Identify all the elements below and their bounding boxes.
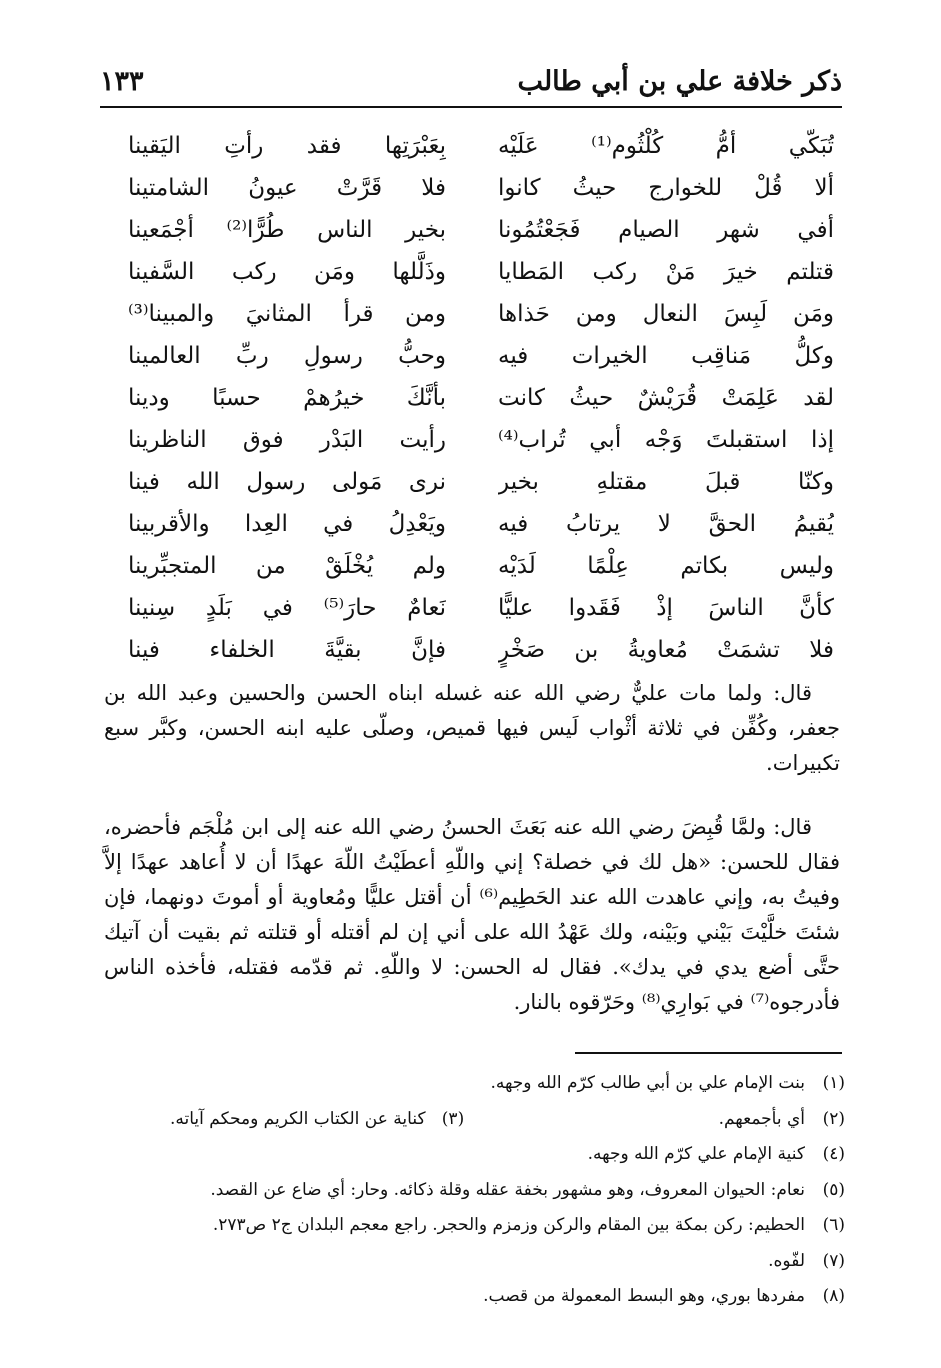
- second-hemistich: نرى مَولى رسول الله فينا: [128, 469, 446, 495]
- footnote: [100, 1279, 845, 1315]
- second-hemistich: فلا قَرَّتْ عيونُ الشامتينا: [128, 175, 446, 201]
- first-hemistich: ألا قُلْ للخوارج حيثُ كانوا: [498, 175, 834, 201]
- verse: [128, 629, 834, 671]
- verse: [128, 335, 834, 377]
- second-hemistich: بِعَبْرَتِها فقد رأتِ اليَقينا: [128, 133, 446, 159]
- verse: [128, 251, 834, 293]
- footnote-number: (٤): [822, 1144, 845, 1164]
- verse: [128, 167, 834, 209]
- second-hemistich: وذَلَّلها ومَن ركب السَّفينا: [128, 259, 446, 285]
- footnote: [100, 1244, 845, 1280]
- first-hemistich: وكنّا قبلَ مقتلهِ بخير: [498, 469, 834, 495]
- second-hemistich: بأنَّكَ خيرُهمْ حسبًا ودينا: [128, 385, 446, 411]
- footnote-number: (٨): [822, 1286, 845, 1306]
- footnote-text: أي بأجمعهم.: [718, 1108, 805, 1129]
- footnotes: [100, 1066, 845, 1315]
- page-number: ١٣٣: [100, 66, 144, 97]
- footnote-number: (٥): [822, 1179, 845, 1200]
- footnote-inline-second: [170, 1102, 464, 1138]
- verse: [128, 503, 834, 545]
- paragraph-text: قال: ولما مات عليٌّ رضي الله عنه غسله ابناه الحسن والحسين وعبد الله بن جعفر، وكُفِّن في ثلاثة أثْواب لَيس فيها قميص، وصلّى عليه ابنه الحسن، وكبَّر سبع تكبيرات.: [104, 681, 840, 775]
- footnote-text: الحطيم: ركن بمكة بين المقام والركن وزمزم والحجر. راجع معجم البلدان ج٢ ص٢٧٣.: [212, 1215, 805, 1235]
- second-hemistich: وحبُّ رسولِ ربِّ العالمينا: [128, 343, 446, 369]
- footnote-divider: [575, 1052, 842, 1054]
- second-hemistich: فإنَّ بقيَّةَ الخلفاء فينا: [128, 637, 446, 663]
- footnote-number: (١): [822, 1073, 845, 1093]
- first-hemistich: إذا استقبلتَ وَجْه أبي تُراب⁽⁴⁾: [498, 427, 834, 453]
- second-hemistich: رأيت البَدْر فوق الناظرينا: [128, 427, 446, 453]
- second-hemistich: ولم يُخْلَقْ من المتجبِّرينا: [128, 553, 446, 579]
- footnote: [100, 1066, 845, 1102]
- first-hemistich: أفي شهر الصيام فَجَعْتُمُونا: [498, 217, 834, 243]
- footnote-text: لفّوه.: [768, 1250, 805, 1271]
- verse: [128, 419, 834, 461]
- footnote-text: كناية عن الكتاب الكريم ومحكم آياته.: [170, 1108, 426, 1129]
- poem: [128, 125, 834, 671]
- first-hemistich: فلا تشمَتْ مُعاويةُ بن صَخْرٍ: [498, 637, 834, 663]
- second-hemistich: ومن قرأ المثانيَ والمبينا⁽³⁾: [128, 301, 446, 327]
- footnote-text: نعام: الحيوان المعروف، وهو مشهور بخفة عقله وقلة ذكائه. وحار: أي ضاع عن القصد.: [210, 1179, 805, 1200]
- footnote-number: (٣): [441, 1108, 465, 1129]
- second-hemistich: نَعامٌ حارَ⁽⁵⁾ في بَلَدٍ سِنينا: [128, 595, 446, 621]
- running-header: [100, 60, 842, 108]
- footnote: [100, 1208, 845, 1244]
- verse: [128, 209, 834, 251]
- footnote-number: (٧): [822, 1250, 845, 1271]
- paragraph-text: قال: ولمَّا قُبِضَ رضي الله عنه بَعَثَ الحسنُ رضي الله عنه إلى ابن مُلْجَم فأحضره، فقال للحسن: «هل لك في خصلة؟ إني واللّهِ أعطَيْتُ اللّهَ عهدًا أن لا أُعاهد عهدًا إلاَّ وفيتُ به، وإني عاهدت الله عند الحَطِيم⁽⁶⁾ أن أقتل عليًّا ومُعاوية أو أموتَ دونهما، فإن شئتَ خلَّيْتَ بَيْني وبَيْنه، ولك عَهْدُ الله على أني إن لم أقتله أو قتلته ثم بقيت أن آتيك حتَّى أضع يدي في يدك». فقال له الحسن: لا واللّهِ. ثم قدّمه فقتله، فأخذه الناس فأدرجوه⁽⁷⁾ في بَوارِي⁽⁸⁾ وحَرّقوه بالنار.: [104, 815, 840, 1014]
- footnote: [100, 1137, 845, 1173]
- first-hemistich: كأنَّ الناسَ إذْ فَقَدوا عليًّا: [498, 595, 834, 621]
- footnote-text: مفردها بوري، وهو البسط المعمولة من قصب.: [483, 1286, 805, 1306]
- verse: [128, 125, 834, 167]
- first-hemistich: لقد عَلِمَتْ قُرَيْشٌ حيثُ كانت: [498, 385, 834, 411]
- first-hemistich: وكلُّ مَناقِب الخيرات فيه: [498, 343, 834, 369]
- paragraph-ibn-muljam: [104, 810, 840, 1020]
- first-hemistich: وليس بكاتم عِلْمًا لَدَيْه: [498, 553, 834, 579]
- footnote-text: كنية الإمام علي كرّم الله وجهه.: [587, 1144, 805, 1164]
- verse: [128, 461, 834, 503]
- verse: [128, 293, 834, 335]
- footnote: [100, 1173, 845, 1209]
- first-hemistich: قتلتم خيرَ مَنْ ركب المَطايا: [498, 259, 834, 285]
- paragraph-burial: [104, 676, 840, 781]
- footnote-number: (٦): [822, 1215, 845, 1235]
- verse: [128, 545, 834, 587]
- verse: [128, 587, 834, 629]
- first-hemistich: تُبَكّي أمُّ كُلْثُوم⁽¹⁾ عَلَيْه: [498, 133, 834, 159]
- chapter-title: ذكر خلافة علي بن أبي طالب: [517, 66, 842, 97]
- footnote: [100, 1102, 845, 1138]
- second-hemistich: بخير الناس طُرًّا⁽²⁾ أجْمَعينا: [128, 217, 446, 243]
- verse: [128, 377, 834, 419]
- footnote-number: (٢): [822, 1108, 845, 1129]
- first-hemistich: يُقيمُ الحقَّ لا يرتابُ فيه: [498, 511, 834, 537]
- second-hemistich: ويَعْدِلُ في العِدا والأقربينا: [128, 511, 446, 537]
- first-hemistich: ومَن لَبِسَ النعال ومن حَذاها: [498, 301, 834, 327]
- footnote-text: بنت الإمام علي بن أبي طالب كرّم الله وجهه.: [490, 1073, 805, 1093]
